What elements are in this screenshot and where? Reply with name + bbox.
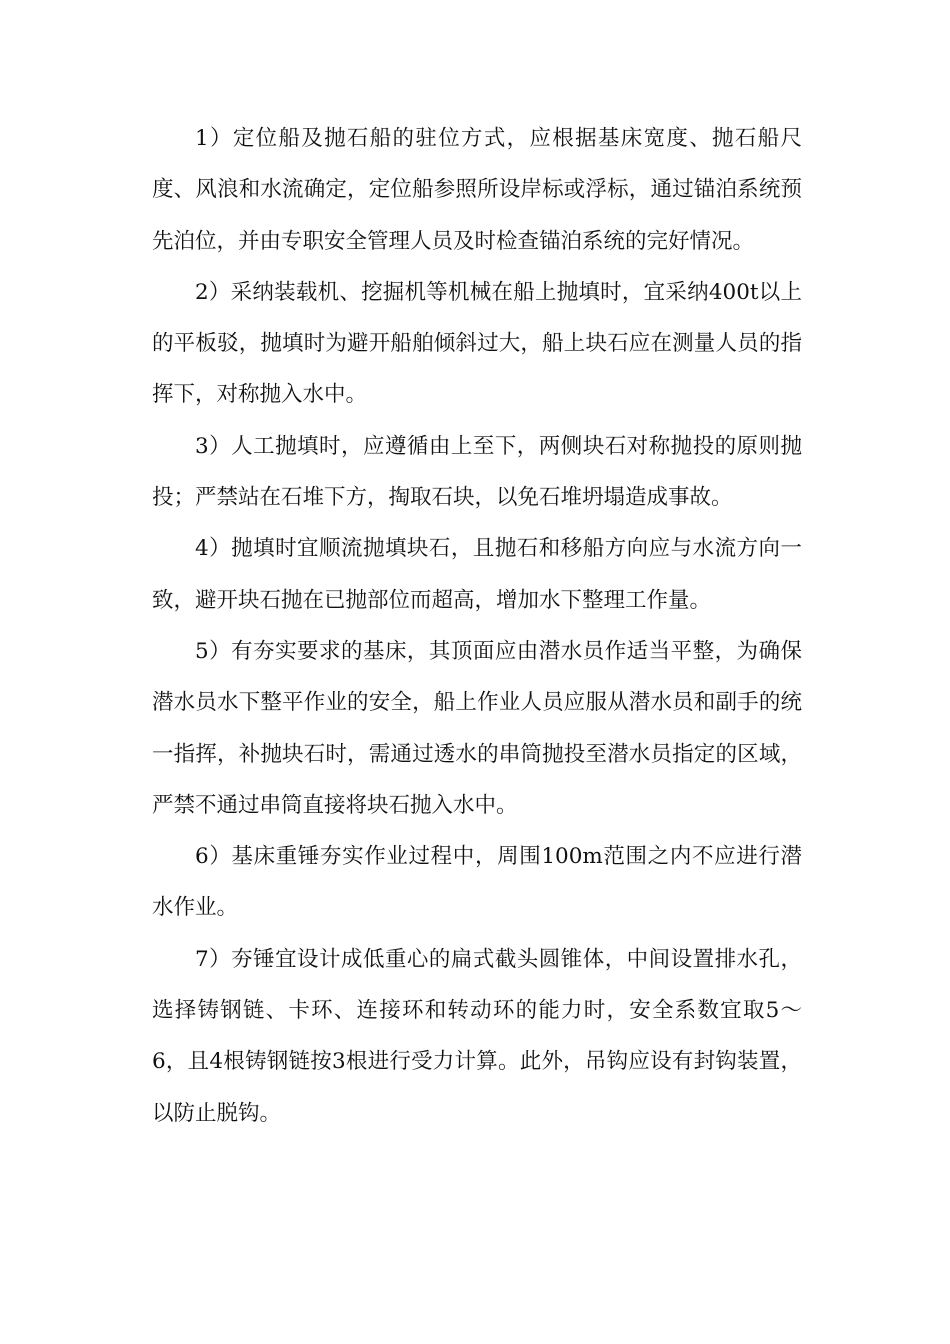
paragraph-7: 7）夯锤宜设计成低重心的扁式截头圆锥体，中间设置排水孔，选择铸钢链、卡环、连接环和转动环的能力时，安全系数宜取5～6，且4根铸钢链按3根进行受力计算。此外，吊钩应设有封钩装置，以防止脱钩。 [152,946,802,1126]
paragraph-4: 4）抛填时宜顺流抛填块石，且抛石和移船方向应与水流方向一致，避开块石抛在已抛部位而超高，增加水下整理工作量。 [152,536,802,613]
paragraph-5: 5）有夯实要求的基床，其顶面应由潜水员作适当平整，为确保潜水员水下整平作业的安全，船上作业人员应服从潜水员和副手的统一指挥，补抛块石时，需通过透水的串筒抛投至潜水员指定的区域，严禁不通过串筒直接将块石抛入水中。 [152,638,802,818]
paragraph-3: 3）人工抛填时，应遵循由上至下，两侧块石对称抛投的原则抛投；严禁站在石堆下方，掏取石块，以免石堆坍塌造成事故。 [152,433,802,511]
paragraph-6: 6）基床重锤夯实作业过程中，周围100m范围之内不应进行潜水作业。 [152,844,802,921]
paragraph-2: 2）采纳装载机、挖掘机等机械在船上抛填时，宜采纳400t以上的平板驳，抛填时为避开船舶倾斜过大，船上块石应在测量人员的指挥下，对称抛入水中。 [152,279,802,408]
document-body [152,113,802,1139]
paragraph-1: 1）定位船及抛石船的驻位方式，应根据基床宽度、抛石船尺度、风浪和水流确定，定位船参照所设岸标或浮标，通过锚泊系统预先泊位，并由专职安全管理人员及时检查锚泊系统的完好情况。 [152,126,802,254]
